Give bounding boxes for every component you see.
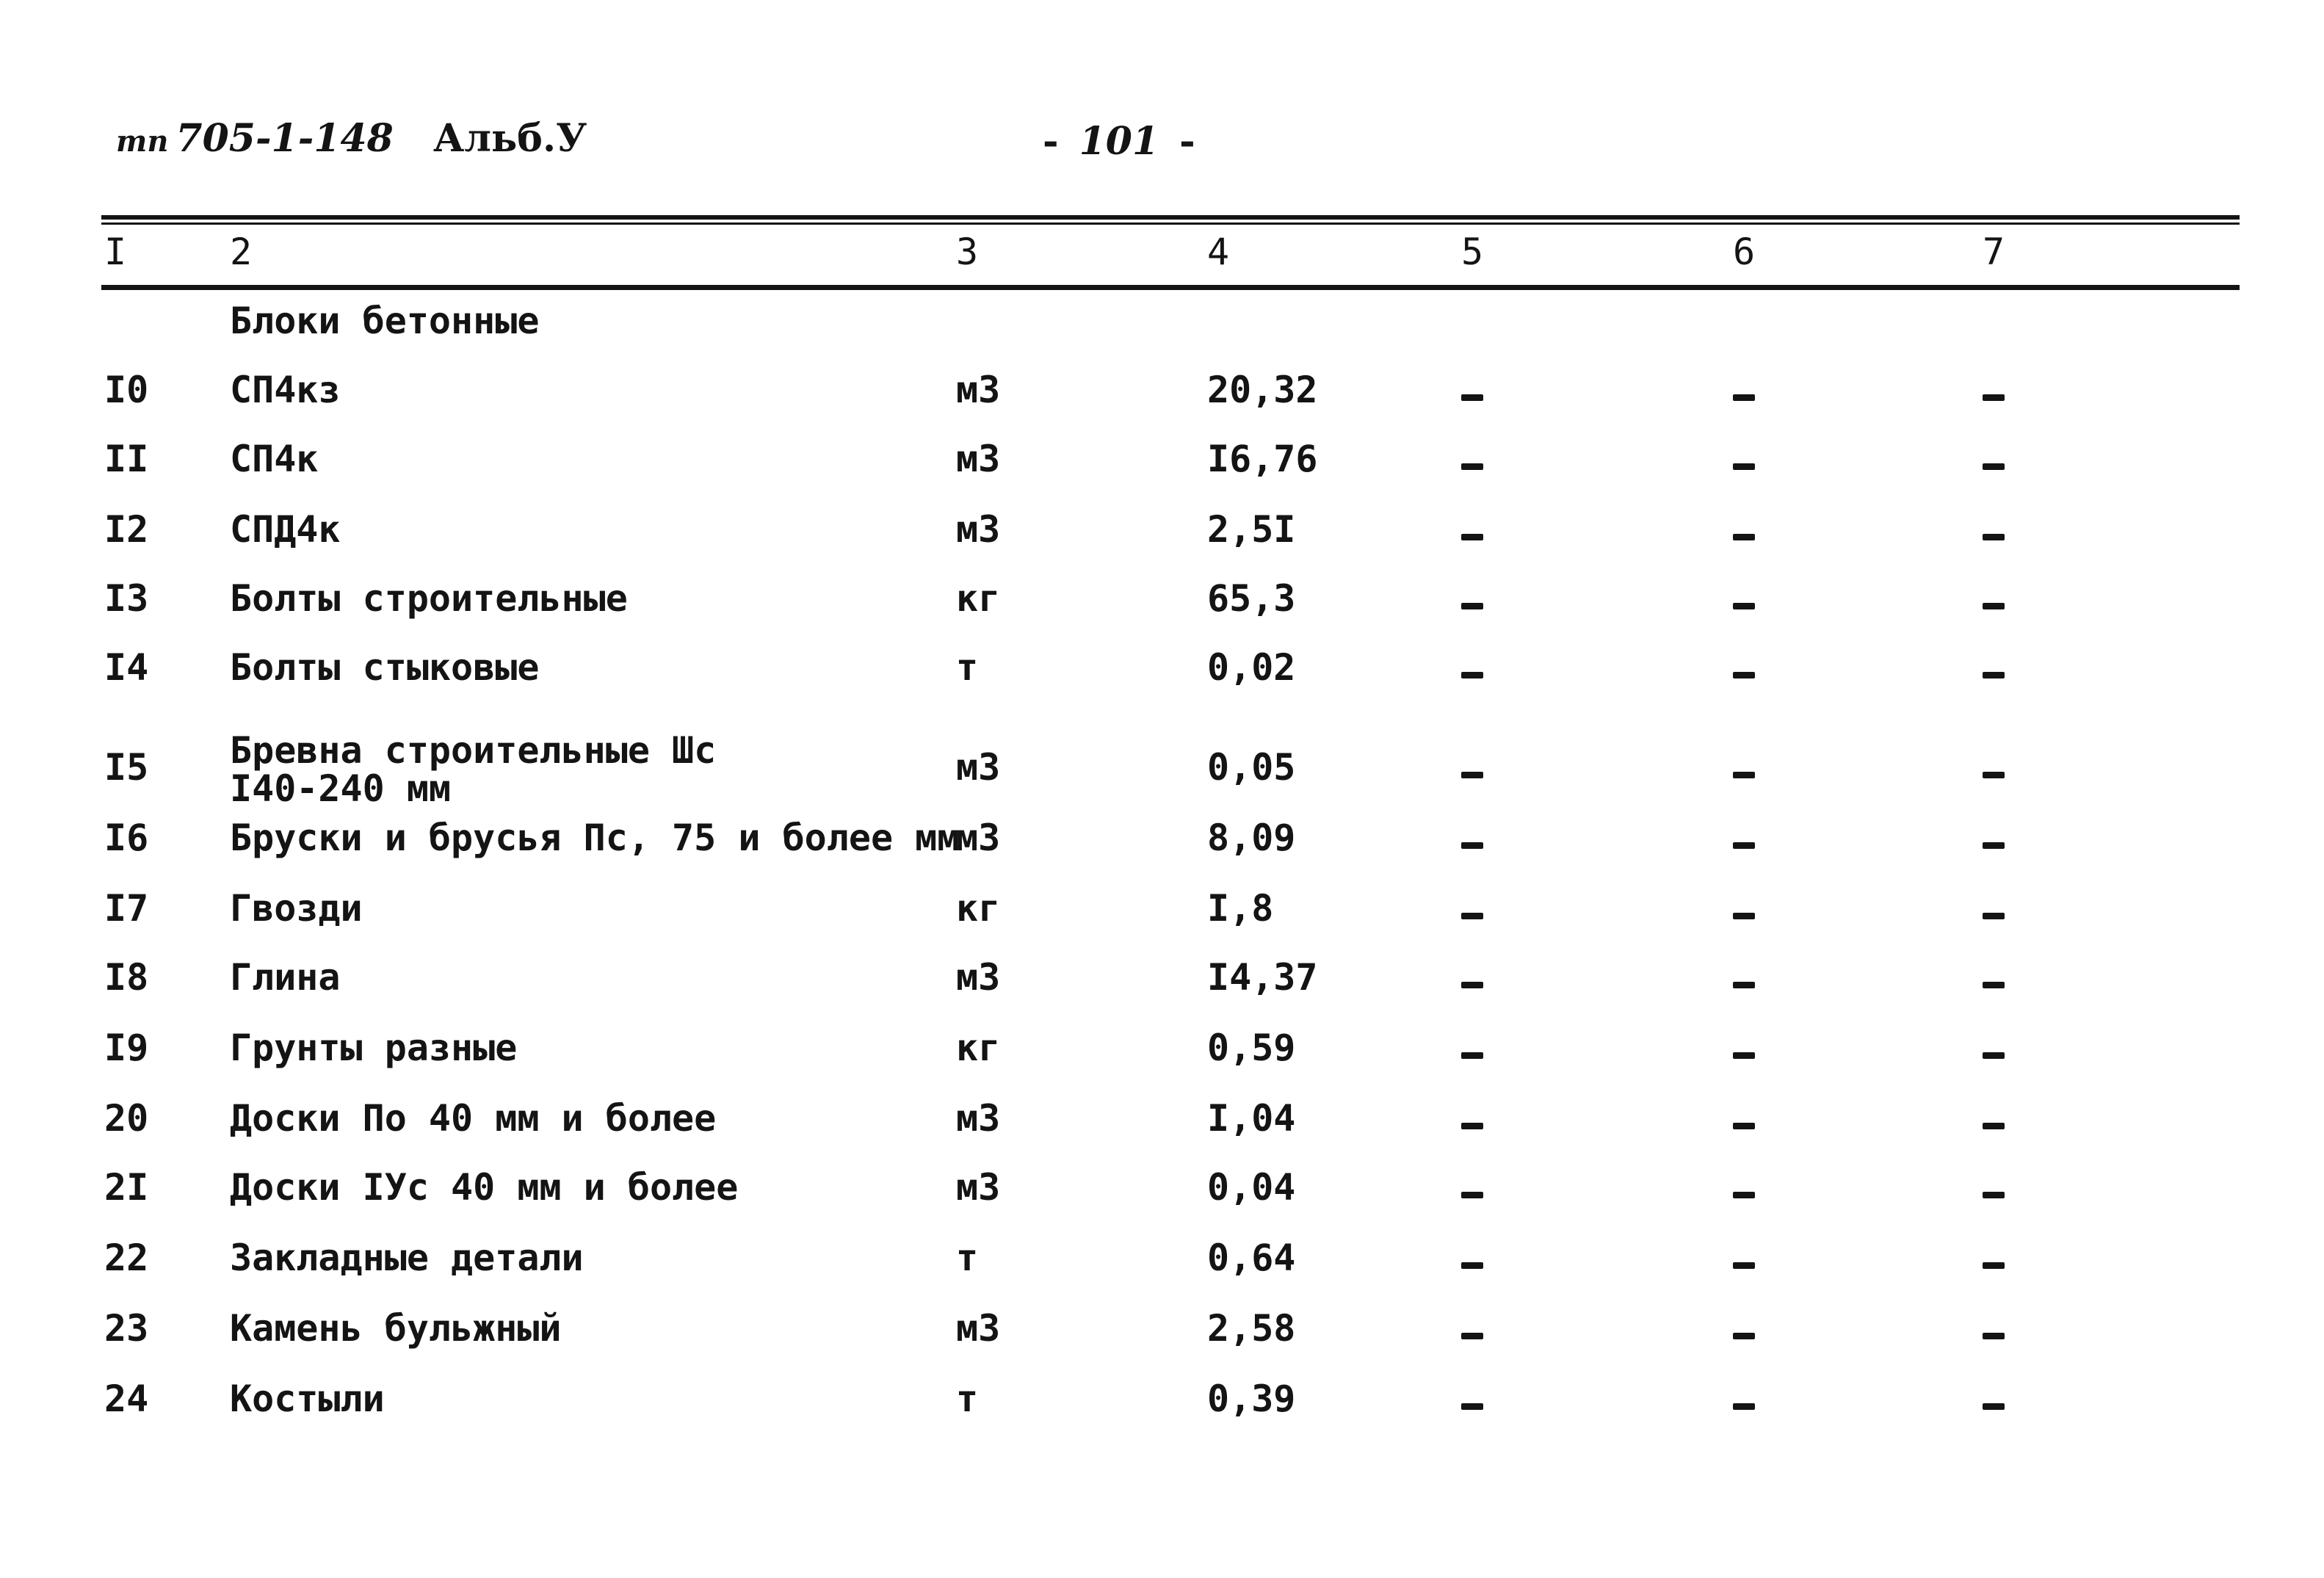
unit-of-measure: м3 [956, 438, 1001, 480]
dash-mark [1733, 842, 1755, 849]
material-name-line: Закладные детали [230, 1237, 584, 1279]
material-name [230, 1166, 739, 1209]
table-top-rule [101, 215, 2240, 220]
dash-mark [1461, 1262, 1483, 1269]
table-row [0, 1307, 2324, 1361]
empty-value-dash [1983, 890, 2005, 927]
empty-value-dash [1983, 511, 2005, 548]
dash-mark [1983, 1052, 2005, 1059]
empty-value-dash [1733, 819, 1755, 856]
table-row [0, 819, 2324, 871]
material-name [230, 1027, 518, 1069]
section-title-row [0, 300, 2324, 354]
table-row [0, 1166, 2324, 1220]
dash-mark [1461, 1123, 1483, 1129]
empty-value-dash [1733, 372, 1755, 408]
quantity-value: 0,05 [1207, 746, 1296, 789]
empty-value-dash [1461, 649, 1483, 686]
quantity-value: 0,04 [1207, 1166, 1296, 1209]
unit-of-measure: м3 [956, 817, 1001, 859]
empty-value-dash [1733, 749, 1755, 786]
empty-value-dash [1983, 1169, 2005, 1206]
empty-value-dash [1983, 819, 2005, 856]
row-number: 23 [104, 1307, 149, 1350]
table-header-row [0, 231, 2324, 285]
dash-mark [1733, 1192, 1755, 1198]
dash-mark [1461, 603, 1483, 609]
empty-value-dash [1733, 1239, 1755, 1276]
dash-mark [1733, 772, 1755, 778]
document-code [116, 116, 394, 161]
empty-value-dash [1461, 959, 1483, 996]
dash-mark [1461, 463, 1483, 470]
material-name-line-2: I40-240 мм [230, 767, 452, 810]
material-name [230, 577, 628, 620]
table-row [0, 438, 2324, 492]
material-name [230, 956, 341, 999]
empty-value-dash [1461, 511, 1483, 548]
quantity-value: 0,64 [1207, 1237, 1296, 1279]
empty-value-dash [1461, 1169, 1483, 1206]
column-header-3: 3 [956, 231, 979, 273]
empty-value-dash [1983, 749, 2005, 786]
quantity-value: 0,59 [1207, 1027, 1296, 1069]
column-header-1: I [104, 231, 127, 273]
empty-value-dash [1733, 890, 1755, 927]
material-name-line: Гвозди [230, 887, 363, 930]
unit-of-measure: м3 [956, 1097, 1001, 1140]
empty-value-dash [1983, 580, 2005, 617]
table-row [0, 577, 2324, 631]
row-number: I6 [104, 817, 149, 859]
dash-mark [1983, 913, 2005, 919]
quantity-value: 20,32 [1207, 369, 1318, 411]
dash-mark [1461, 842, 1483, 849]
dash-mark [1733, 1403, 1755, 1410]
material-name [230, 369, 341, 411]
table-row [0, 646, 2324, 701]
material-name-line: Болты строительные [230, 577, 628, 620]
empty-value-dash [1983, 1239, 2005, 1276]
material-name [230, 1237, 584, 1279]
material-name-line: СП4кз [230, 369, 341, 411]
dash-mark [1983, 1123, 2005, 1129]
column-header-6: 6 [1733, 231, 1756, 273]
dash-mark [1983, 672, 2005, 678]
quantity-value: 8,09 [1207, 817, 1296, 859]
empty-value-dash [1733, 1029, 1755, 1066]
material-name-line: Костыли [230, 1378, 385, 1420]
material-name-line: Доски По 40 мм и более [230, 1097, 717, 1140]
quantity-value: I,04 [1207, 1097, 1296, 1140]
dash-mark [1733, 603, 1755, 609]
empty-value-dash [1733, 1169, 1755, 1206]
unit-of-measure: т [956, 646, 979, 689]
column-header-2: 2 [230, 231, 253, 273]
dash-mark [1733, 982, 1755, 988]
row-number: I7 [104, 887, 149, 930]
dash-mark [1461, 534, 1483, 540]
row-number: I0 [104, 369, 149, 411]
dash-mark [1461, 772, 1483, 778]
dash-mark [1461, 1403, 1483, 1410]
material-name-line: СПД4к [230, 508, 341, 551]
table-header-rule [101, 285, 2240, 290]
empty-value-dash [1461, 1310, 1483, 1347]
empty-value-dash [1461, 1239, 1483, 1276]
dash-mark [1733, 1262, 1755, 1269]
dash-mark [1461, 913, 1483, 919]
dash-mark [1733, 394, 1755, 401]
material-name-line: Болты стыковые [230, 646, 540, 689]
empty-value-dash [1983, 649, 2005, 686]
dash-mark [1983, 1403, 2005, 1410]
empty-value-dash [1733, 1380, 1755, 1417]
album-label: Альб.У [433, 116, 587, 161]
empty-value-dash [1733, 441, 1755, 477]
empty-value-dash [1983, 372, 2005, 408]
table-row [0, 729, 2324, 810]
dash-mark [1733, 534, 1755, 540]
table-row [0, 956, 2324, 1010]
table-row [0, 508, 2324, 562]
row-number: I8 [104, 956, 149, 999]
table-row [0, 369, 2324, 423]
material-name-line: Доски IУс 40 мм и более [230, 1166, 739, 1209]
empty-value-dash [1983, 441, 2005, 477]
empty-value-dash [1461, 441, 1483, 477]
dash-mark [1733, 1123, 1755, 1129]
material-name [230, 508, 341, 551]
empty-value-dash [1733, 1310, 1755, 1347]
document-code-number: 705-1-148 [175, 116, 394, 161]
table-row [0, 1029, 2324, 1081]
quantity-value: 2,5I [1207, 508, 1296, 551]
column-header-5: 5 [1461, 231, 1484, 273]
unit-of-measure: м3 [956, 956, 1001, 999]
column-header-7: 7 [1983, 231, 2005, 273]
table-top-rule-thin [101, 222, 2240, 225]
row-number: I4 [104, 646, 149, 689]
dash-mark [1983, 772, 2005, 778]
empty-value-dash [1733, 959, 1755, 996]
row-number: 20 [104, 1097, 149, 1140]
dash-mark [1733, 1052, 1755, 1059]
empty-value-dash [1461, 372, 1483, 408]
dash-mark [1461, 1192, 1483, 1198]
table-row [0, 1239, 2324, 1291]
empty-value-dash [1983, 1380, 2005, 1417]
material-name-line: Камень бульжный [230, 1307, 562, 1350]
unit-of-measure: м3 [956, 369, 1001, 411]
dash-mark [1983, 1262, 2005, 1269]
quantity-value: I4,37 [1207, 956, 1318, 999]
material-name [230, 1097, 717, 1140]
quantity-value: I6,76 [1207, 438, 1318, 480]
dash-mark [1983, 534, 2005, 540]
unit-of-measure: м3 [956, 746, 1001, 789]
material-name [230, 731, 716, 808]
empty-value-dash [1983, 959, 2005, 996]
row-number: 2I [104, 1166, 149, 1209]
table-row [0, 887, 2324, 941]
material-name-line: Грунты разные [230, 1027, 518, 1069]
material-name [230, 1378, 385, 1420]
empty-value-dash [1733, 511, 1755, 548]
dash-mark [1733, 672, 1755, 678]
quantity-value: 2,58 [1207, 1307, 1296, 1350]
empty-value-dash [1461, 580, 1483, 617]
dash-mark [1461, 394, 1483, 401]
document-code-prefix: тп [116, 124, 169, 159]
table-row [0, 1380, 2324, 1432]
dash-mark [1461, 1052, 1483, 1059]
empty-value-dash [1461, 1380, 1483, 1417]
dash-mark [1733, 463, 1755, 470]
dash-mark [1461, 1333, 1483, 1339]
dash-mark [1461, 982, 1483, 988]
dash-mark [1733, 1333, 1755, 1339]
section-title: Блоки бетонные [230, 300, 540, 342]
material-name-line: Бруски и брусья Пс, 75 и более мм [230, 817, 960, 859]
dash-mark [1983, 842, 2005, 849]
page-number: 101 [1079, 119, 1159, 164]
quantity-value: I,8 [1207, 887, 1274, 930]
empty-value-dash [1461, 1029, 1483, 1066]
empty-value-dash [1983, 1310, 2005, 1347]
quantity-value: 0,39 [1207, 1378, 1296, 1420]
unit-of-measure: т [956, 1378, 979, 1420]
row-number: I3 [104, 577, 149, 620]
empty-value-dash [1733, 649, 1755, 686]
column-header-4: 4 [1207, 231, 1230, 273]
unit-of-measure: м3 [956, 508, 1001, 551]
material-name-line: Бревна строительные Шс [230, 729, 717, 772]
material-name [230, 1307, 562, 1350]
material-name-line: Глина [230, 956, 341, 999]
empty-value-dash [1461, 819, 1483, 856]
dash-mark [1983, 603, 2005, 609]
quantity-value: 65,3 [1207, 577, 1296, 620]
empty-value-dash [1461, 890, 1483, 927]
dash-mark [1461, 672, 1483, 678]
empty-value-dash [1461, 749, 1483, 786]
row-number: I2 [104, 508, 149, 551]
dash-mark [1983, 1333, 2005, 1339]
dash-mark [1983, 1192, 2005, 1198]
dash-mark [1983, 982, 2005, 988]
material-name [230, 438, 319, 480]
material-name-line: СП4к [230, 438, 319, 480]
unit-of-measure: м3 [956, 1166, 1001, 1209]
page-dash-right: - [1179, 119, 1195, 164]
material-name [230, 887, 363, 930]
empty-value-dash [1733, 580, 1755, 617]
dash-mark [1733, 913, 1755, 919]
empty-value-dash [1983, 1100, 2005, 1137]
unit-of-measure: м3 [956, 1307, 1001, 1350]
dash-mark [1983, 463, 2005, 470]
material-name [230, 646, 540, 689]
table-row [0, 1097, 2324, 1151]
page-dash-left: - [1043, 119, 1059, 164]
dash-mark [1983, 394, 2005, 401]
page-number-block [1043, 119, 1195, 164]
empty-value-dash [1461, 1100, 1483, 1137]
row-number: 22 [104, 1237, 149, 1279]
row-number: 24 [104, 1378, 149, 1420]
unit-of-measure: кг [956, 1027, 1001, 1069]
quantity-value: 0,02 [1207, 646, 1296, 689]
unit-of-measure: кг [956, 577, 1001, 620]
row-number: I9 [104, 1027, 149, 1069]
empty-value-dash [1733, 1100, 1755, 1137]
row-number: I5 [104, 746, 149, 789]
row-number: II [104, 438, 149, 480]
empty-value-dash [1983, 1029, 2005, 1066]
material-name [230, 817, 960, 859]
unit-of-measure: кг [956, 887, 1001, 930]
unit-of-measure: т [956, 1237, 979, 1279]
